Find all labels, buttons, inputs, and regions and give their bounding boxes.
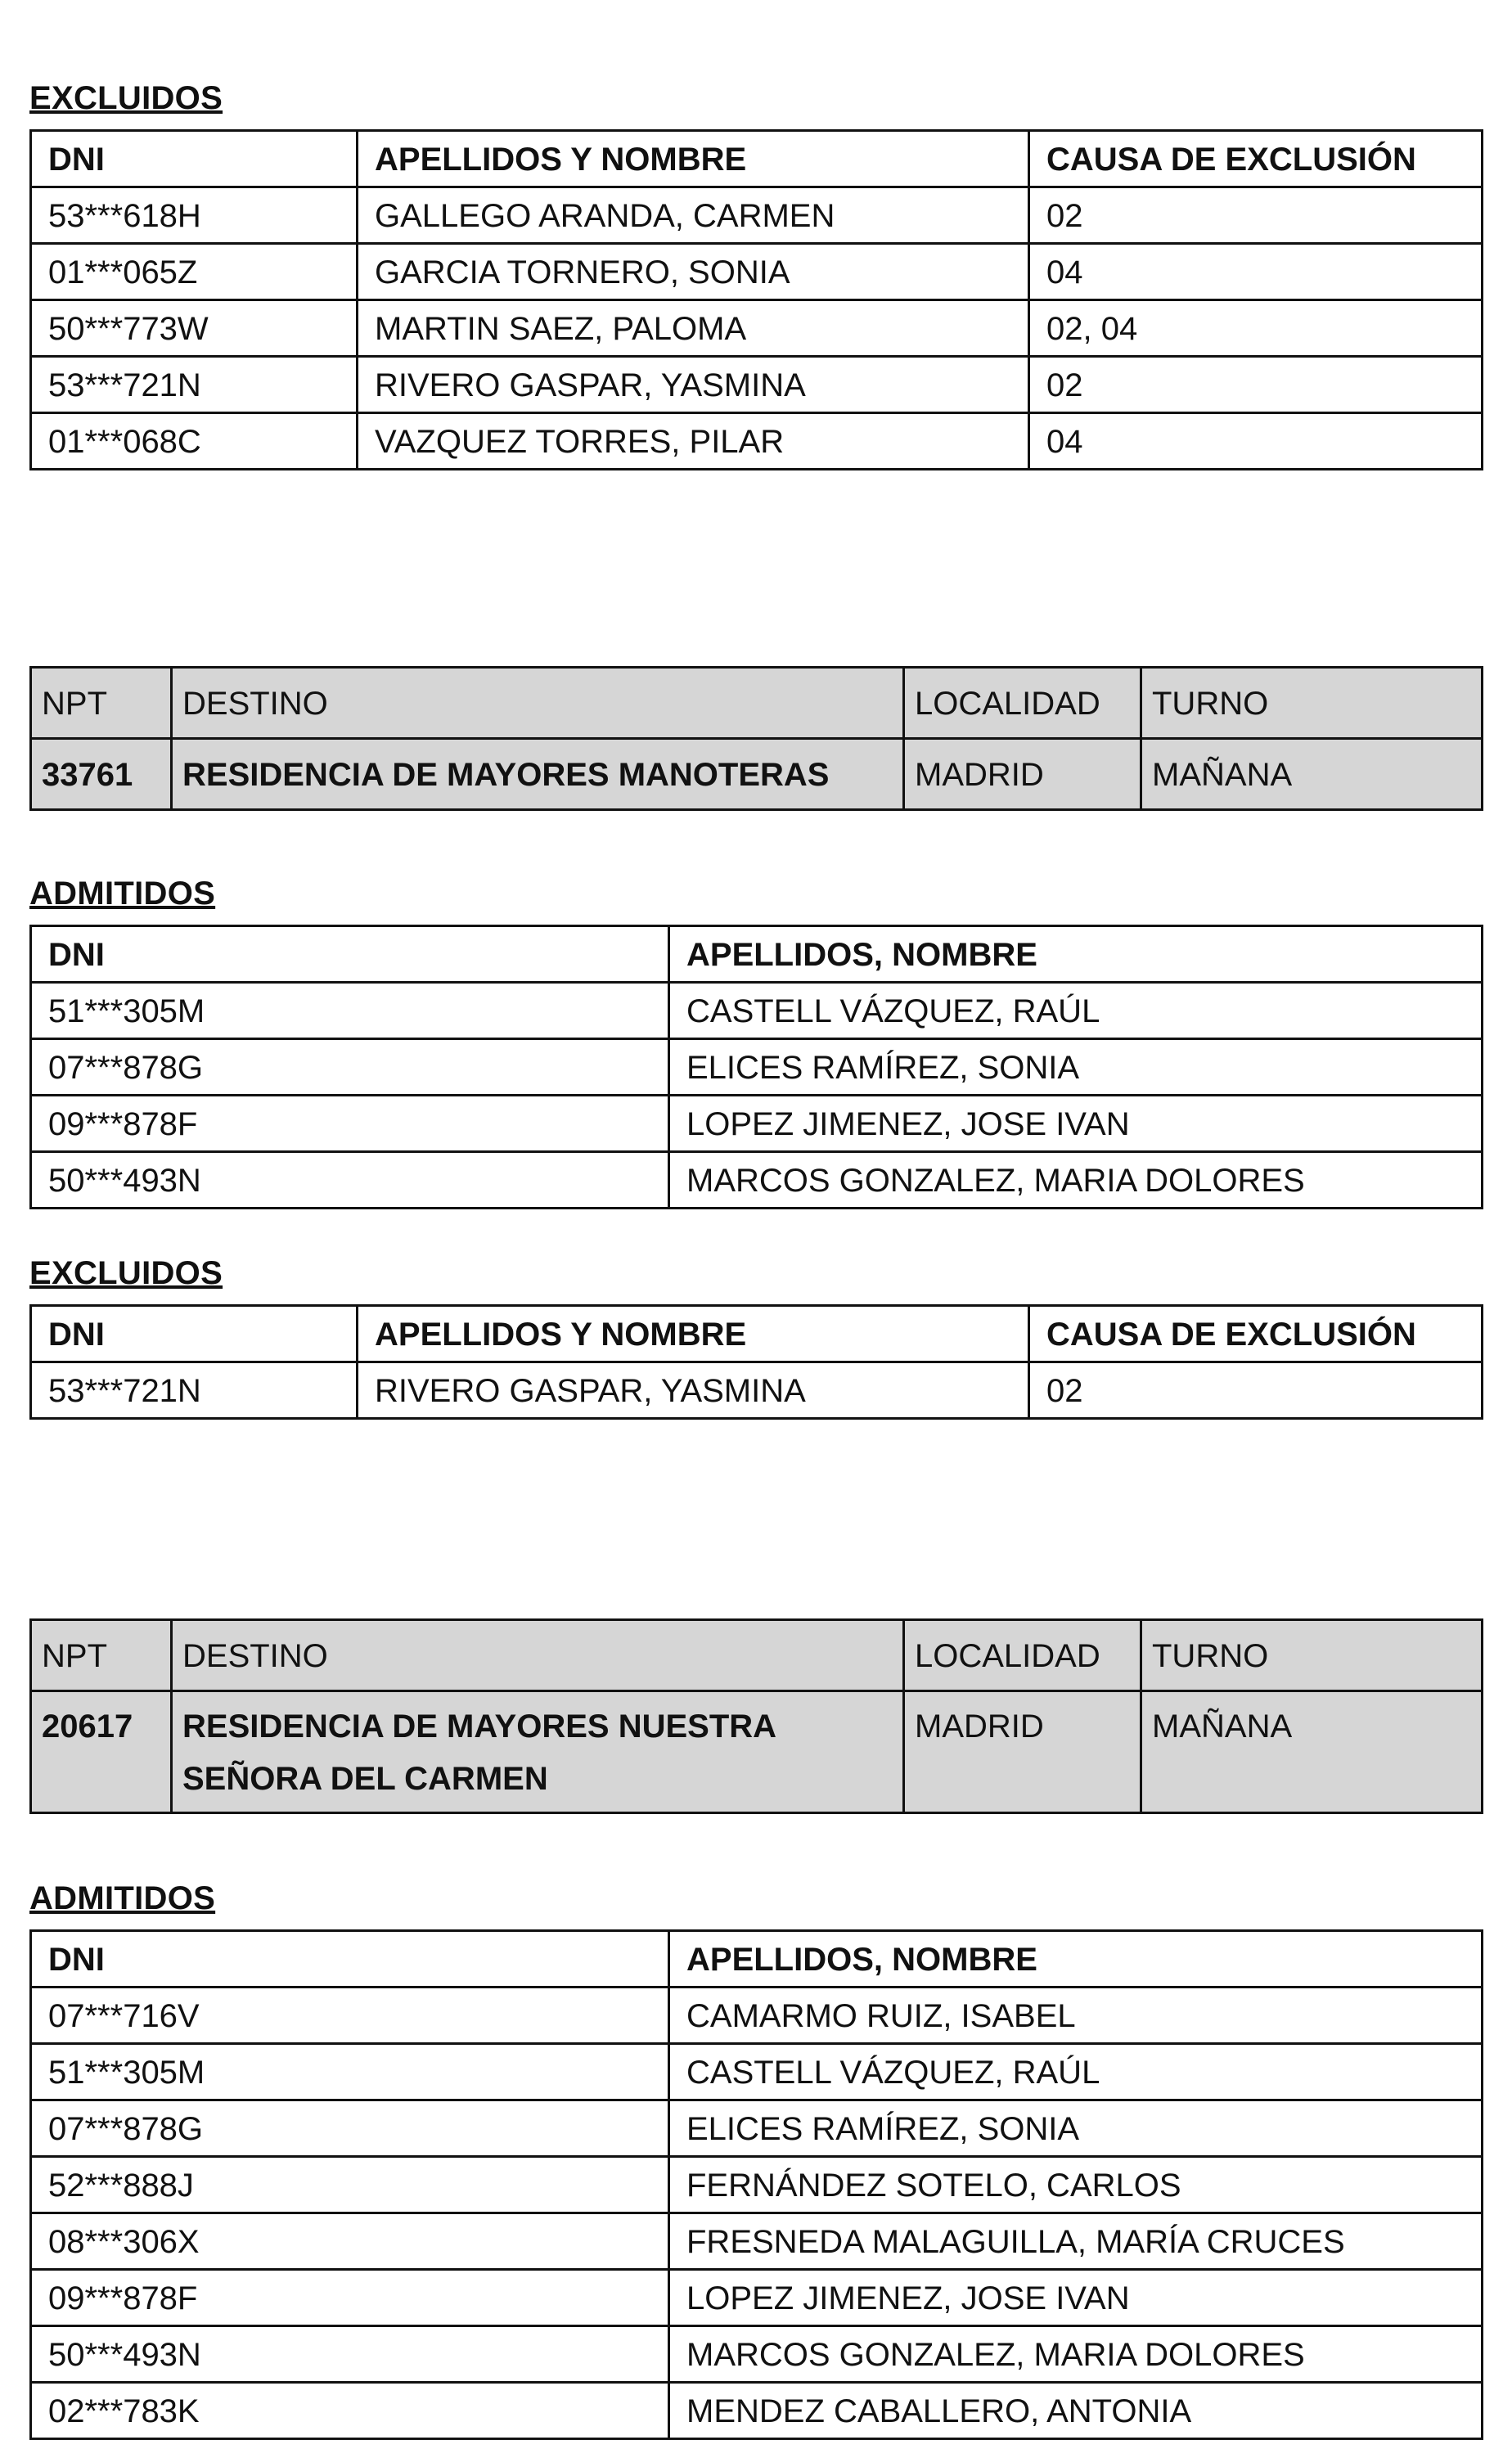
cell-nombre: FRESNEDA MALAGUILLA, MARÍA CRUCES <box>669 2213 1483 2270</box>
table-row <box>31 2100 1483 2157</box>
header-localidad: LOCALIDAD <box>904 1620 1141 1691</box>
table-row <box>31 2326 1483 2383</box>
table-row <box>31 1362 1483 1419</box>
header-apellidos-nombre: APELLIDOS, NOMBRE <box>669 926 1483 983</box>
cell-destino: RESIDENCIA DE MAYORES MANOTERAS <box>172 739 904 810</box>
header-dni: DNI <box>31 1306 358 1362</box>
table-row <box>31 1988 1483 2044</box>
table-row <box>31 244 1483 300</box>
cell-nombre: RIVERO GASPAR, YASMINA <box>358 1362 1029 1419</box>
cell-nombre: VAZQUEZ TORRES, PILAR <box>358 413 1029 470</box>
cell-dni: 50***493N <box>31 2326 669 2383</box>
cell-causa: 02 <box>1029 1362 1483 1419</box>
destino-row <box>31 739 1483 810</box>
table-header-row <box>31 668 1483 739</box>
table-row <box>31 1096 1483 1152</box>
cell-dni: 08***306X <box>31 2213 669 2270</box>
cell-dni: 50***773W <box>31 300 358 357</box>
cell-nombre: LOPEZ JIMENEZ, JOSE IVAN <box>669 2270 1483 2326</box>
cell-npt: 33761 <box>31 739 172 810</box>
table-header-row <box>31 1306 1483 1362</box>
cell-nombre: MARTIN SAEZ, PALOMA <box>358 300 1029 357</box>
cell-dni: 07***878G <box>31 1039 669 1096</box>
cell-causa: 04 <box>1029 413 1483 470</box>
table-header-row <box>31 1931 1483 1988</box>
cell-dni: 01***065Z <box>31 244 358 300</box>
cell-turno: MAÑANA <box>1141 1691 1483 1813</box>
header-localidad: LOCALIDAD <box>904 668 1141 739</box>
admitidos-title-2: ADMITIDOS <box>29 1880 216 1916</box>
cell-dni: 50***493N <box>31 1152 669 1209</box>
cell-nombre: RIVERO GASPAR, YASMINA <box>358 357 1029 413</box>
cell-dni: 02***783K <box>31 2383 669 2439</box>
cell-localidad: MADRID <box>904 1691 1141 1813</box>
excluidos-table-1 <box>29 129 1481 470</box>
header-causa-exclusion: CAUSA DE EXCLUSIÓN <box>1029 131 1483 187</box>
cell-nombre: ELICES RAMÍREZ, SONIA <box>669 1039 1483 1096</box>
table-header-row <box>31 926 1483 983</box>
cell-nombre: CASTELL VÁZQUEZ, RAÚL <box>669 983 1483 1039</box>
cell-dni: 51***305M <box>31 2044 669 2100</box>
cell-causa: 04 <box>1029 244 1483 300</box>
table-row <box>31 1039 1483 1096</box>
admitidos-title-1: ADMITIDOS <box>29 876 216 912</box>
header-turno: TURNO <box>1141 1620 1483 1691</box>
cell-npt: 20617 <box>31 1691 172 1813</box>
excluidos-title-1: EXCLUIDOS <box>29 80 223 116</box>
cell-nombre: MENDEZ CABALLERO, ANTONIA <box>669 2383 1483 2439</box>
excluidos-table-2 <box>29 1304 1481 1420</box>
destino-table-1 <box>29 666 1481 811</box>
header-dni: DNI <box>31 1931 669 1988</box>
header-dni: DNI <box>31 926 669 983</box>
cell-causa: 02, 04 <box>1029 300 1483 357</box>
cell-nombre: MARCOS GONZALEZ, MARIA DOLORES <box>669 2326 1483 2383</box>
table-row <box>31 2213 1483 2270</box>
excluidos-title-2: EXCLUIDOS <box>29 1255 223 1291</box>
table-row <box>31 2383 1483 2439</box>
cell-dni: 53***721N <box>31 357 358 413</box>
cell-causa: 02 <box>1029 187 1483 244</box>
cell-dni: 07***878G <box>31 2100 669 2157</box>
cell-nombre: GARCIA TORNERO, SONIA <box>358 244 1029 300</box>
table-header-row <box>31 131 1483 187</box>
header-apellidos-nombre: APELLIDOS Y NOMBRE <box>358 1306 1029 1362</box>
header-apellidos-nombre: APELLIDOS, NOMBRE <box>669 1931 1483 1988</box>
cell-dni: 51***305M <box>31 983 669 1039</box>
table-row <box>31 187 1483 244</box>
header-turno: TURNO <box>1141 668 1483 739</box>
header-causa-exclusion: CAUSA DE EXCLUSIÓN <box>1029 1306 1483 1362</box>
table-header-row <box>31 1620 1483 1691</box>
cell-nombre: CAMARMO RUIZ, ISABEL <box>669 1988 1483 2044</box>
cell-nombre: FERNÁNDEZ SOTELO, CARLOS <box>669 2157 1483 2213</box>
table-row <box>31 357 1483 413</box>
cell-nombre: ELICES RAMÍREZ, SONIA <box>669 2100 1483 2157</box>
table-row <box>31 2157 1483 2213</box>
table-row <box>31 983 1483 1039</box>
table-row <box>31 300 1483 357</box>
cell-nombre: CASTELL VÁZQUEZ, RAÚL <box>669 2044 1483 2100</box>
admitidos-table-2 <box>29 1929 1481 2440</box>
header-apellidos-nombre: APELLIDOS Y NOMBRE <box>358 131 1029 187</box>
cell-dni: 01***068C <box>31 413 358 470</box>
destino-row <box>31 1691 1483 1813</box>
header-npt: NPT <box>31 668 172 739</box>
cell-dni: 09***878F <box>31 2270 669 2326</box>
cell-nombre: GALLEGO ARANDA, CARMEN <box>358 187 1029 244</box>
cell-nombre: LOPEZ JIMENEZ, JOSE IVAN <box>669 1096 1483 1152</box>
cell-causa: 02 <box>1029 357 1483 413</box>
cell-dni: 53***721N <box>31 1362 358 1419</box>
header-npt: NPT <box>31 1620 172 1691</box>
cell-nombre: MARCOS GONZALEZ, MARIA DOLORES <box>669 1152 1483 1209</box>
header-destino: DESTINO <box>172 668 904 739</box>
header-dni: DNI <box>31 131 358 187</box>
cell-dni: 53***618H <box>31 187 358 244</box>
header-destino: DESTINO <box>172 1620 904 1691</box>
table-row <box>31 2270 1483 2326</box>
table-row <box>31 1152 1483 1209</box>
cell-turno: MAÑANA <box>1141 739 1483 810</box>
cell-localidad: MADRID <box>904 739 1141 810</box>
cell-dni: 09***878F <box>31 1096 669 1152</box>
admitidos-table-1 <box>29 925 1481 1209</box>
cell-destino: RESIDENCIA DE MAYORES NUESTRA SEÑORA DEL CARMEN <box>172 1691 904 1813</box>
destino-table-2 <box>29 1618 1481 1814</box>
table-row <box>31 413 1483 470</box>
cell-dni: 07***716V <box>31 1988 669 2044</box>
table-row <box>31 2044 1483 2100</box>
cell-dni: 52***888J <box>31 2157 669 2213</box>
